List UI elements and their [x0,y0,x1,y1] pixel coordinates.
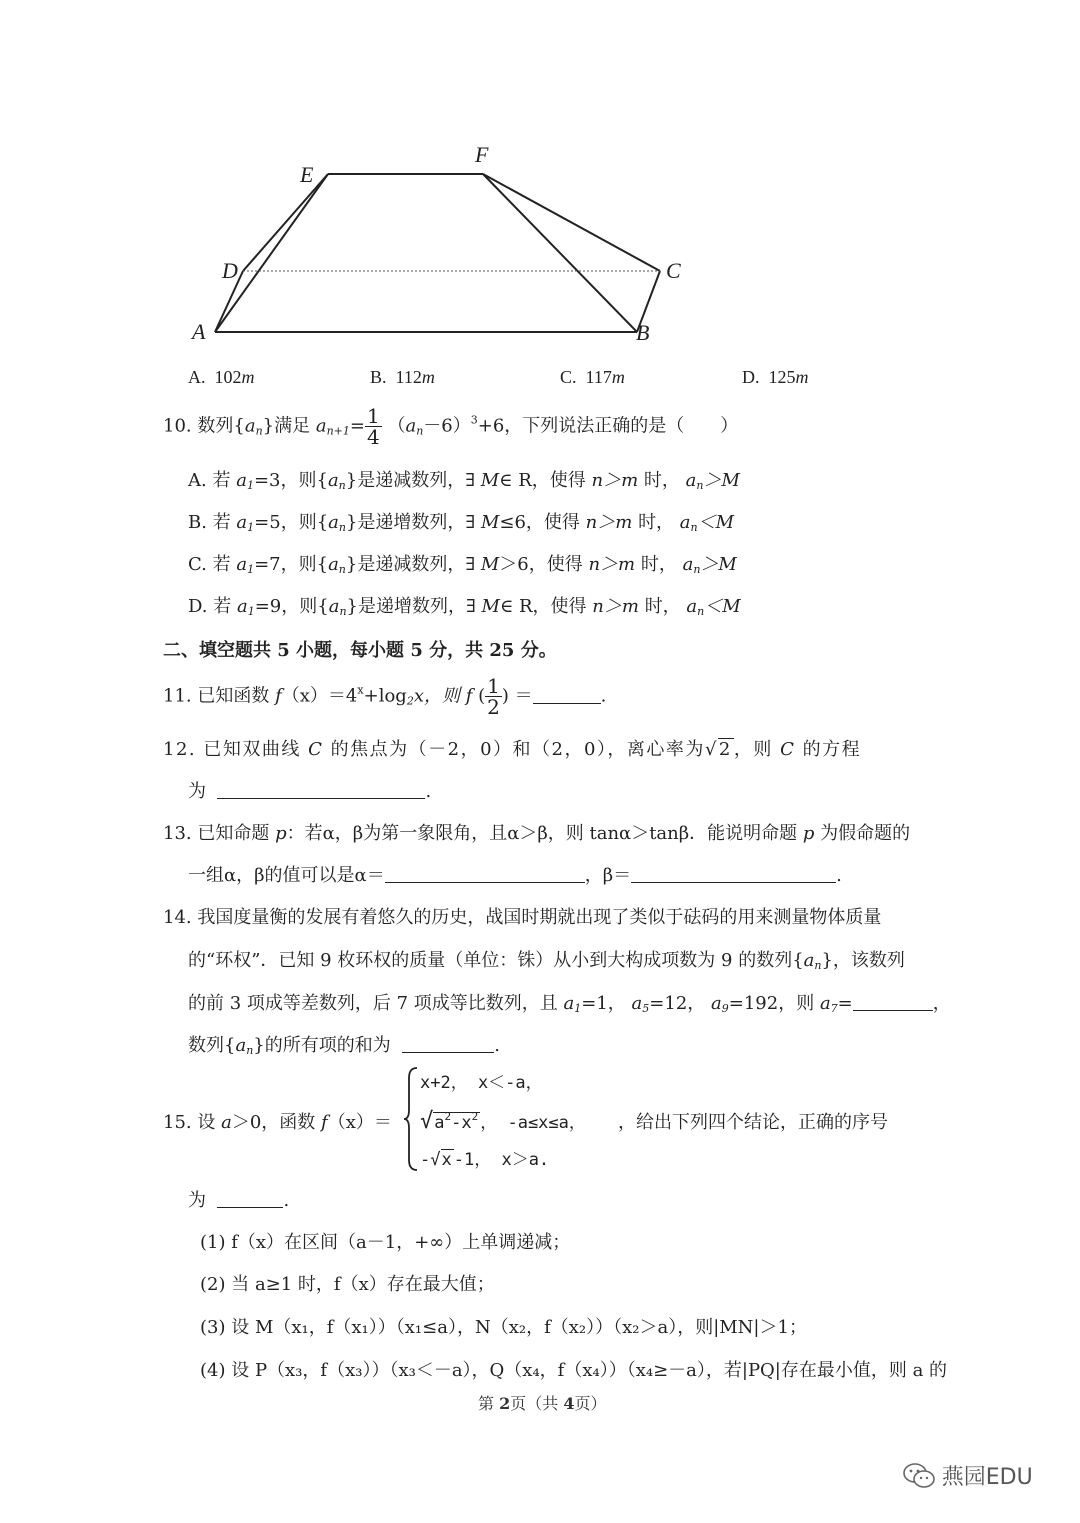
q12-line2: 为 . [188,781,432,802]
trapezoid-figure [180,140,700,350]
q13-line2: 一组α，β的值可以是α＝ ，β＝ . [188,865,842,886]
wechat-icon [902,1462,936,1490]
q15-sqrt-symbol-2: √ [430,1150,441,1170]
q10-stem: 10. 数列$\{a_n\}$满足 $a_{n+1}=$ $\frac{1}{4}$ $(a_n-6)^3+6$，下列说法正确的是（ ） [163,404,739,449]
q15-sqrt-symbol: √ [420,1109,434,1134]
label-F: F [475,142,489,167]
q15-item-3: (3) 设 M（x₁，f（x₁））（x₁≤a），N（x₂，f（x₂））（x₂＞a），则|MN|＞1； [200,1317,807,1338]
q10-option-d: D. 若 $a_1=9$，则$\{a_n\}$是递增数列，∃ M∈ R，使得 n＞m 时， $a_n<M$ [188,596,741,618]
label-C: C [666,258,681,283]
q15-case1: x+2， x＜-a， [420,1073,543,1093]
q9-option-a: A. 102m [188,367,255,387]
q11-fraction: $\frac{1}{2}$ [487,674,500,719]
q14-line2: 的“环权”．已知 9 枚环权的质量（单位：铢）从小到大构成项数为 9 的数列$\{a_n\}$，该数列 [188,950,905,972]
q15-stem-left: 15. 设 a＞0，函数 f（x）＝ [163,1112,392,1133]
page-footer: 第 2页（共 4页） [478,1394,607,1413]
q15-item-2: (2) 当 a≥1 时，f（x）存在最大值； [200,1274,495,1295]
q15-line2: 为 . [188,1190,290,1211]
q14-a7-blank[interactable] [853,994,933,1011]
q15-brace [403,1066,419,1172]
q15-case3: -√x -1， x＞a. [420,1150,550,1170]
q10-option-a: A. 若 $a_1=3$，则$\{a_n\}$是递减数列，∃ M∈ R，使得 n＞m 时， $a_n>M$ [188,470,740,492]
q15-answer-blank[interactable] [217,1191,283,1208]
q10-option-c: C. 若 $a_1=7$，则$\{a_n\}$是递减数列，∃ M＞6，使得 n＞m 时， $a_n>M$ [188,554,737,576]
q13-alpha-blank[interactable] [385,866,585,883]
q14-line1: 14. 我国度量衡的发展有着悠久的历史，战国时期就出现了类似于砝码的用来测量物体质量 [163,907,882,928]
watermark: 燕园EDU [902,1460,1033,1491]
q14-line3: 的前 3 项成等差数列，后 7 项成等比数列，且 $a_1=1$， $a_5=12$， $a_9=192$，则 $a_7=$ ， [188,993,951,1015]
edge-CF [483,174,660,271]
q14-sum-blank[interactable] [402,1036,494,1053]
edge-DE [243,174,328,271]
q12-line1: 12. 已知双曲线 C 的焦点为（－2，0）和（2，0），离心率为√2 ，则 C 的方程 [163,739,862,760]
q10-option-b: B. 若 $a_1=5$，则$\{a_n\}$是递增数列，∃ M≤6，使得 n＞m 时， $a_n<M$ [188,512,735,534]
q10-fraction: $\frac{1}{4}$ [366,404,380,449]
edge-AE [215,174,328,332]
q15-item-4: (4) 设 P（x₃，f（x₃））（x₃＜－a），Q（x₄，f（x₄））（x₄≥－a），若|PQ|存在最小值，则 a 的 [200,1360,948,1381]
label-E: E [300,162,314,187]
q9-option-c: C. 117m [560,367,625,387]
label-D: D [222,258,238,283]
q9-option-b: B. 112m [370,367,435,387]
label-B: B [636,320,650,345]
q11-answer-blank[interactable] [533,687,601,704]
section-2-heading: 二、填空题共 5 小题，每小题 5 分，共 25 分。 [163,640,557,661]
q15-item-1: (1) f（x）在区间（a－1，+∞）上单调递减； [200,1232,571,1253]
q15-case2: $√a^2-x^2$ ， -a≤x≤a， [420,1109,586,1134]
q15-stem-right: ，给出下列四个结论，正确的序号 [618,1112,888,1133]
q13-beta-blank[interactable] [631,866,836,883]
q12-sqrt-symbol: √ [704,739,718,760]
label-A: A [192,319,206,344]
edge-BF [483,174,637,332]
q14-line4: 数列$\{a_n\}$的所有项的和为 . [188,1035,500,1057]
q12-answer-blank[interactable] [217,782,425,799]
q11: 11. 已知函数 $f(x)=4^x+\log_2x$，则 f ( $\frac{1}{2}$ ) ＝ . [163,674,607,719]
q9-option-d: D. 125m [742,367,809,387]
q13-line1: 13. 已知命题 p：若α，β为第一象限角，且α＞β，则 tanα＞tanβ．能说明命题 p 为假命题的 [163,823,911,844]
